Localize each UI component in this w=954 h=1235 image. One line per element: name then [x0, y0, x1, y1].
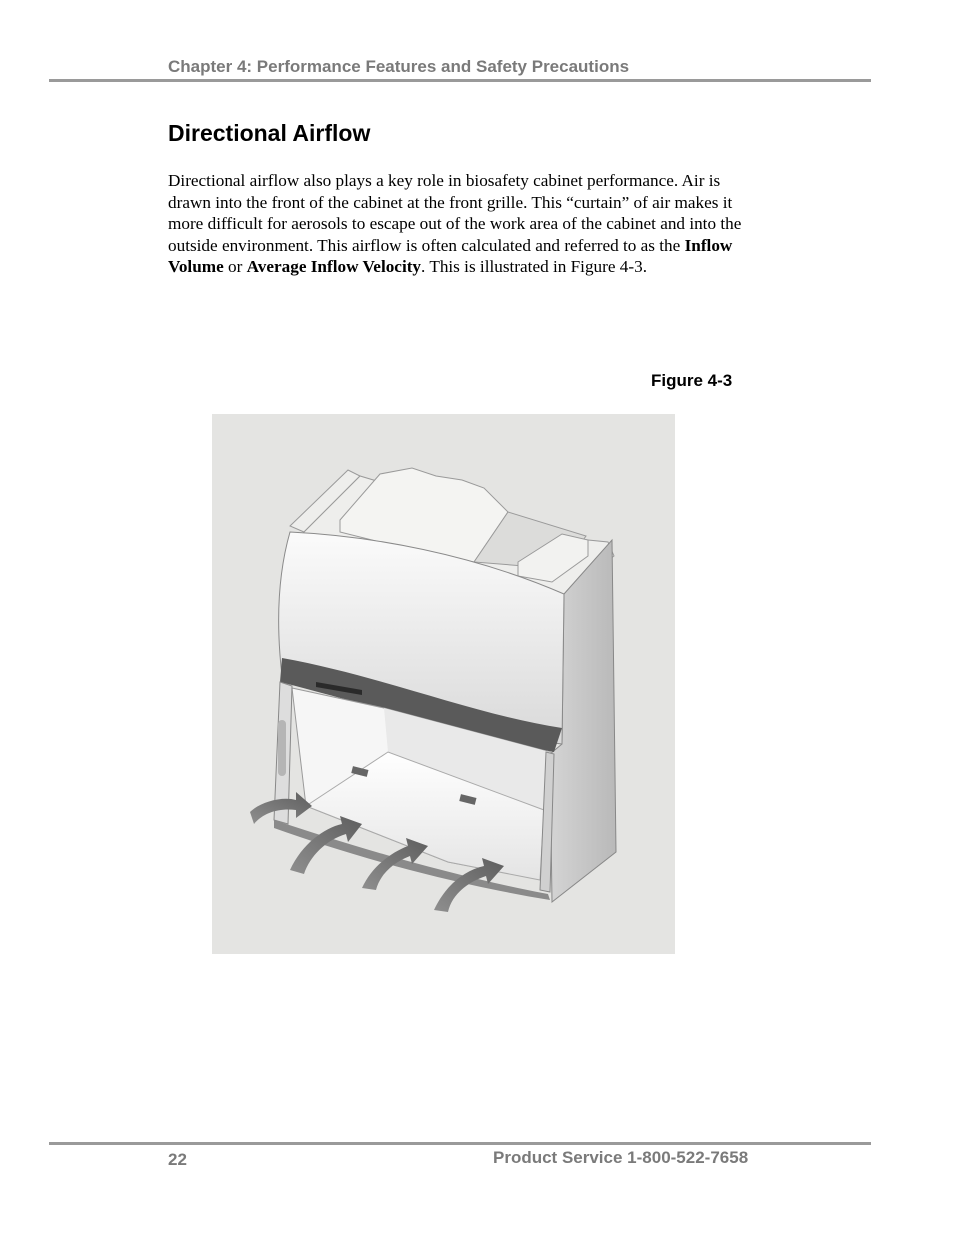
left-grip [278, 720, 286, 776]
body-text-2: or [223, 257, 247, 276]
body-text-3: . This is illustrated in Figure 4-3. [421, 257, 648, 276]
product-service-line: Product Service 1-800-522-7658 [493, 1148, 749, 1167]
body-paragraph [168, 170, 758, 278]
chapter-header: Chapter 4: Performance Features and Safety Precautions [168, 57, 630, 76]
section-title: Directional Airflow [168, 120, 371, 146]
biosafety-cabinet-illustration [212, 414, 675, 954]
footer-divider [49, 1142, 871, 1145]
body-text-1: Directional airflow also plays a key role in biosafety cabinet performance. Air is drawn into the front of the cabinet at the front grille. This “curtain” of air makes it more difficult for aerosols to escape out of the work area of the cabinet and into the outside environment. This airflow is often calculated and referred to as the [168, 171, 742, 255]
average-inflow-velocity-term: Average Inflow Velocity [246, 257, 422, 276]
inflow-volume-term: Inflow Volume [168, 235, 733, 276]
figure-caption: Figure 4-3 [651, 371, 733, 390]
header-divider [49, 79, 871, 82]
page-number: 22 [168, 1150, 187, 1169]
